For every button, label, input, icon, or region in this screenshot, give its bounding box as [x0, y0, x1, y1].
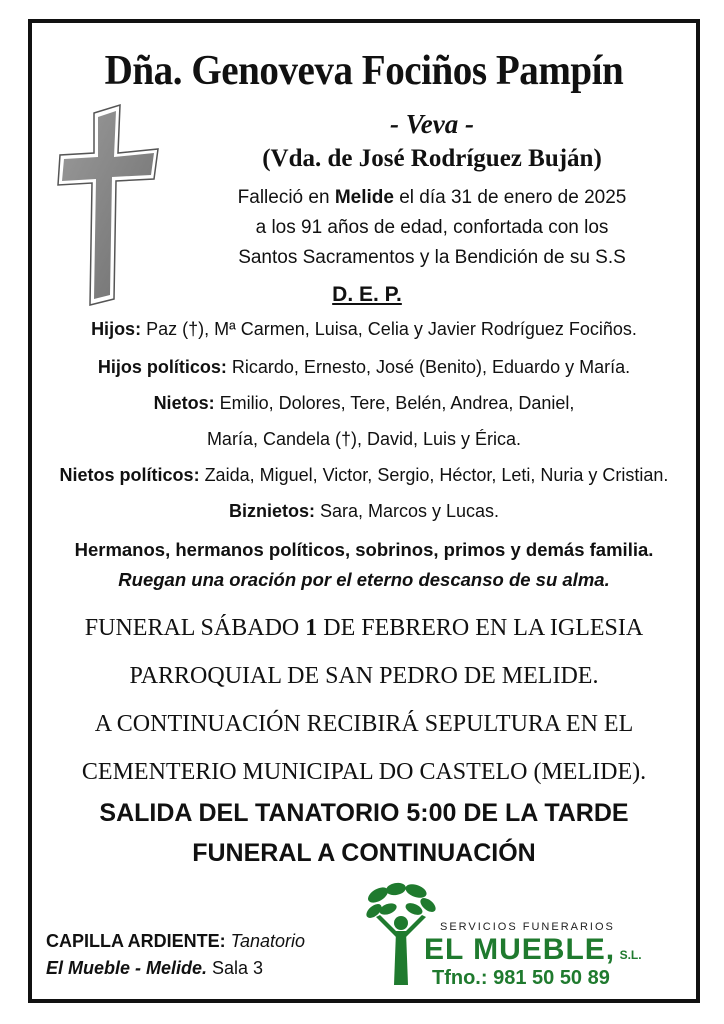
logo-brand-name: EL MUEBLE,: [424, 933, 616, 966]
funeral-line-1: [32, 615, 696, 642]
nietos-politicos-label: Nietos políticos:: [59, 465, 200, 485]
hijos-politicos-label: Hijos políticos:: [97, 357, 227, 377]
funeral-line-3: A CONTINUACIÓN RECIBIRÁ SEPULTURA EN EL: [94, 711, 634, 737]
family-nietos-politicos: [32, 465, 696, 486]
nietos-label: Nietos:: [153, 393, 215, 413]
chapel-place-2: El Mueble - Melide.: [46, 958, 208, 978]
chapel-info: [46, 931, 305, 979]
logo-brand-suffix: S.L.: [619, 948, 642, 962]
widow-of: (Vda. de José Rodríguez Buján): [262, 145, 602, 172]
chapel-label: CAPILLA ARDIENTE:: [46, 931, 226, 951]
death-info-text: Falleció en: [237, 187, 335, 208]
funeral-month: DE FEBRERO EN LA IGLESIA: [317, 615, 644, 641]
death-info-line-1: [212, 187, 652, 209]
funeral-text: FUNERAL SÁBADO: [84, 615, 306, 641]
biznietos-label: Biznietos:: [228, 501, 315, 521]
nietos-names-1: Emilio, Dolores, Tere, Belén, Andrea, Daniel,: [214, 393, 575, 413]
logo-brand: [424, 933, 642, 967]
death-date: el día 31 de enero de 2025: [393, 187, 627, 208]
obituary-card: [28, 19, 700, 1003]
prayer-request: Ruegan una oración por el eterno descanso de su alma.: [118, 569, 610, 590]
departure-line-1: SALIDA DEL TANATORIO 5:00 DE LA TARDE: [99, 799, 629, 827]
chapel-line-2: [46, 958, 305, 979]
cross-icon: [56, 101, 166, 306]
death-place: Melide: [334, 187, 394, 208]
chapel-room: Sala 3: [207, 958, 264, 978]
dep-heading: D. E. P.: [332, 283, 402, 306]
deceased-name: Dña. Genoveva Fociños Pampín: [104, 48, 624, 94]
family-others: Hermanos, hermanos políticos, sobrinos, primos y demás familia.: [74, 539, 654, 560]
logo-tagline: SERVICIOS FUNERARIOS: [440, 921, 615, 933]
funeral-day: 1: [305, 615, 318, 641]
funeral-home-logo: [366, 881, 686, 991]
logo-phone: Tfno.: 981 50 50 89: [432, 967, 610, 989]
family-nietos-line-2: María, Candela (†), David, Luis y Érica.: [206, 429, 522, 449]
biznietos-names: Sara, Marcos y Lucas.: [314, 501, 500, 521]
hijos-politicos-names: Ricardo, Ernesto, José (Benito), Eduardo y María.: [226, 357, 631, 377]
death-info-line-2: a los 91 años de edad, confortada con los: [255, 217, 609, 238]
death-info-line-3: Santos Sacramentos y la Bendición de su S.S: [238, 247, 626, 268]
family-nietos: [32, 393, 696, 414]
chapel-place: Tanatorio: [225, 931, 306, 951]
hijos-label: Hijos:: [91, 319, 142, 339]
nietos-politicos-names: Zaida, Miguel, Victor, Sergio, Héctor, Leti, Nuria y Cristian.: [199, 465, 669, 485]
family-hijos-politicos: [32, 357, 696, 378]
funeral-line-2: PARROQUIAL DE SAN PEDRO DE MELIDE.: [129, 663, 599, 689]
family-biznietos: [32, 501, 696, 522]
chapel-line-1: [46, 931, 305, 952]
departure-line-2: FUNERAL A CONTINUACIÓN: [192, 839, 536, 867]
deceased-nickname: - Veva -: [390, 109, 474, 139]
family-hijos: [32, 319, 696, 340]
funeral-line-4: CEMENTERIO MUNICIPAL DO CASTELO (MELIDE).: [81, 759, 647, 785]
hijos-names: Paz (†), Mª Carmen, Luisa, Celia y Javier Rodríguez Fociños.: [141, 319, 637, 339]
